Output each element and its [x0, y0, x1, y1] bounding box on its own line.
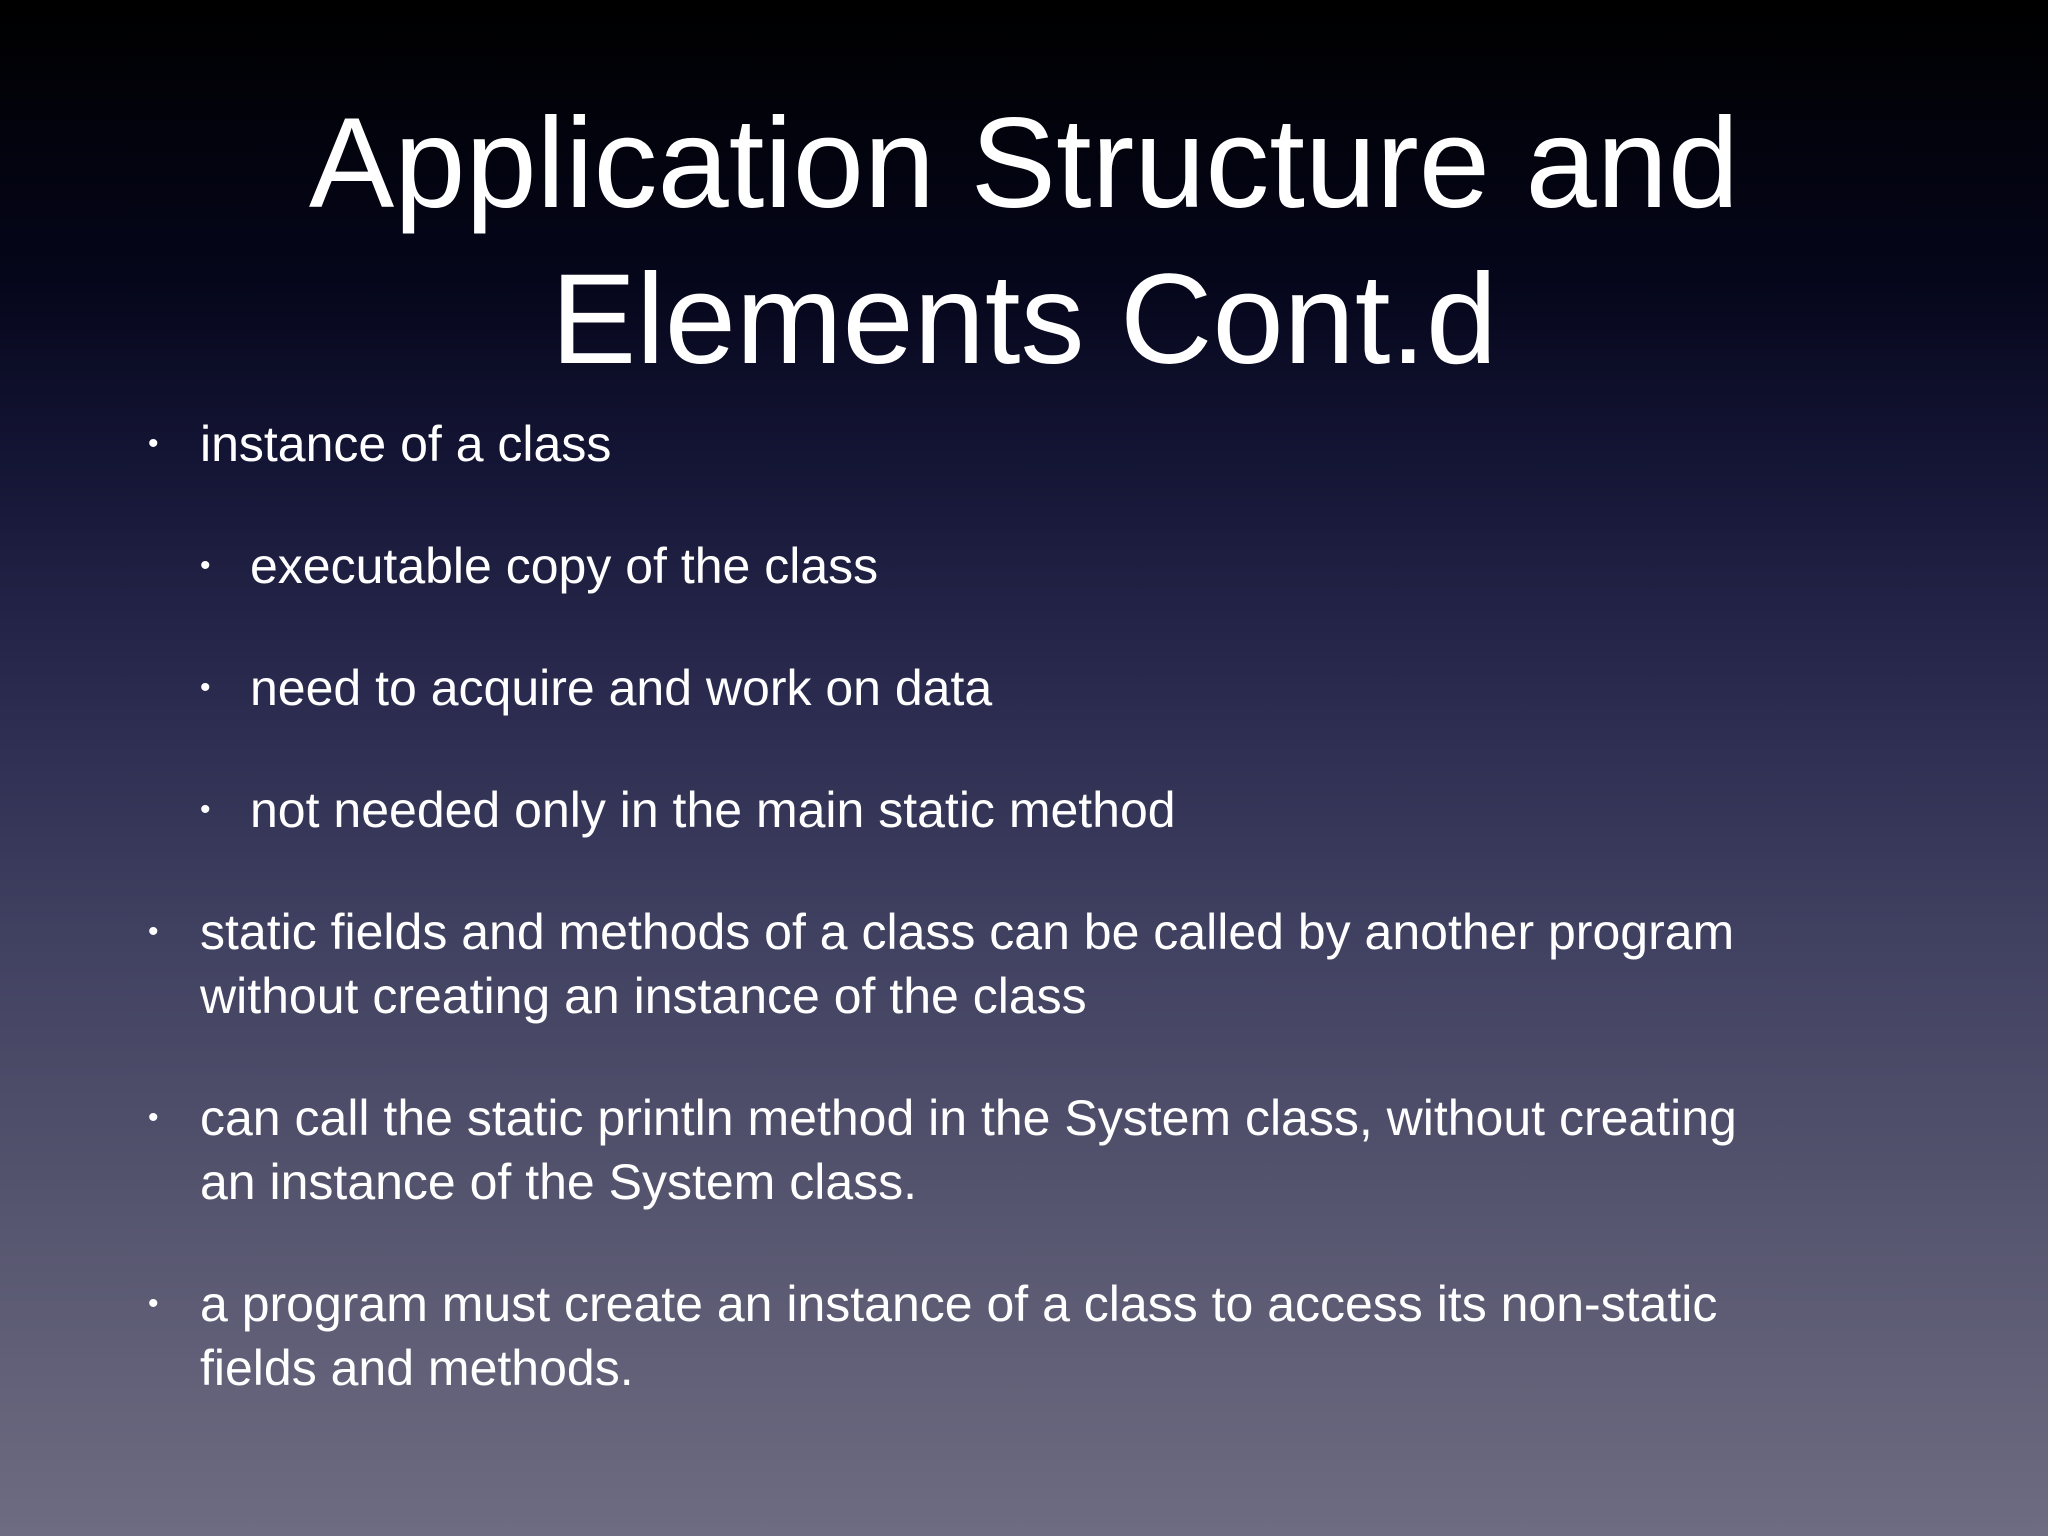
bullet-icon: • [200, 671, 211, 704]
bullet-item [200, 534, 879, 598]
bullet-icon: • [148, 1287, 159, 1320]
bullet-text: a program must create an instance of a class to access its non-static [200, 1276, 1718, 1332]
bullet-text: can call the static println method in the System class, without creating [200, 1090, 1737, 1146]
bullet-text: need to acquire and work on data [250, 660, 993, 716]
bullet-icon: • [148, 1101, 159, 1134]
bullet-text-continuation: fields and methods. [200, 1340, 634, 1396]
bullet-text: instance of a class [200, 416, 612, 472]
bullet-item [200, 778, 1176, 842]
bullet-text-continuation: an instance of the System class. [200, 1154, 918, 1210]
bullet-item [148, 900, 1735, 1028]
bullet-text: not needed only in the main static method [250, 782, 1176, 838]
bullet-icon: • [200, 793, 211, 826]
title-line-2: Elements Cont.d [550, 248, 1498, 391]
bullet-text: executable copy of the class [250, 538, 879, 594]
bullet-icon: • [148, 915, 159, 948]
bullet-text: static fields and methods of a class can be called by another program [200, 904, 1735, 960]
bullet-item [200, 656, 993, 720]
bullet-item [148, 412, 612, 476]
bullet-text-continuation: without creating an instance of the class [200, 968, 1087, 1024]
bullet-item [148, 1272, 1718, 1400]
bullet-icon: • [148, 427, 159, 460]
bullet-item [148, 1086, 1737, 1214]
bullet-icon: • [200, 549, 211, 582]
title-line-1: Application Structure and [308, 92, 1740, 235]
